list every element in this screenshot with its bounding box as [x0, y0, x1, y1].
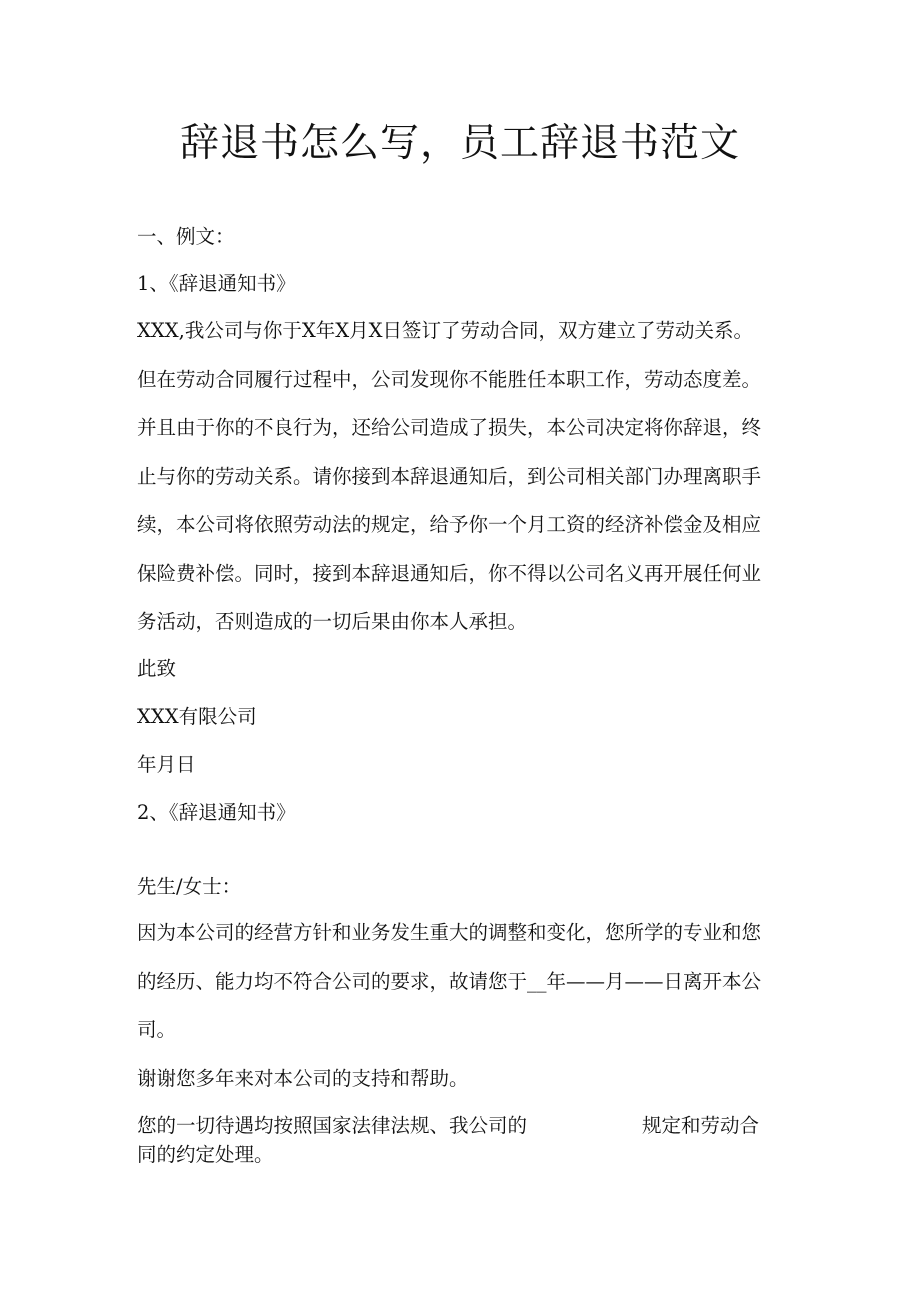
notice1-heading: 1、《辞退通知书》: [137, 272, 296, 295]
notice2-salutation: 先生/女士：: [137, 875, 242, 898]
notice2-body-line: 的经历、能力均不符合公司的要求，故请您于__年——月——日离开本公: [137, 969, 762, 993]
notice2-thanks: 谢谢您多年来对本公司的支持和帮助。: [137, 1067, 469, 1090]
notice2-body: [137, 909, 787, 1055]
notice1-body-line: 止与你的劳动关系。请你接到本辞退通知后，到公司相关部门办理离职手: [137, 464, 762, 488]
notice1-company: XXX有限公司: [137, 705, 257, 728]
notice1-body-line: XXX,我公司与你于X年X月X日签订了劳动合同，双方建立了劳动关系。: [137, 319, 753, 342]
notice1-body-line: 续，本公司将依照劳动法的规定，给予你一个月工资的经济补偿金及相应: [137, 513, 762, 536]
notice1-date: 年月日: [137, 753, 196, 776]
notice2-treatment-end: 同的约定处理。: [137, 1143, 274, 1166]
notice1-body-line: 并且由于你的不良行为，还给公司造成了损失，本公司决定将你辞退，终: [137, 416, 762, 439]
notice2-heading: 2、《辞退通知书》: [137, 801, 296, 824]
treatment-right-text: 规定和劳动合: [642, 1114, 760, 1137]
document-title: 辞退书怎么写，员工辞退书范文: [179, 121, 740, 166]
notice2-body-line: 因为本公司的经营方针和业务发生重大的调整和变化，您所学的专业和您: [137, 921, 762, 944]
notice2-treatment-line: [137, 1112, 787, 1140]
section-heading: 一、例文：: [137, 225, 235, 248]
notice1-body: [137, 307, 787, 647]
notice1-body-line: 但在劳动合同履行过程中，公司发现你不能胜任本职工作，劳动态度差。: [137, 367, 762, 391]
notice1-body-line: 保险费补偿。同时，接到本辞退通知后，你不得以公司名义再开展任何业: [137, 561, 762, 585]
notice1-closing: 此致: [137, 657, 177, 680]
treatment-left-text: 您的一切待遇均按照国家法律法规、我公司的: [137, 1114, 528, 1137]
notice1-body-line: 务活动，否则造成的一切后果由你本人承担。: [137, 610, 528, 633]
notice2-body-line: 司。: [137, 1018, 177, 1041]
